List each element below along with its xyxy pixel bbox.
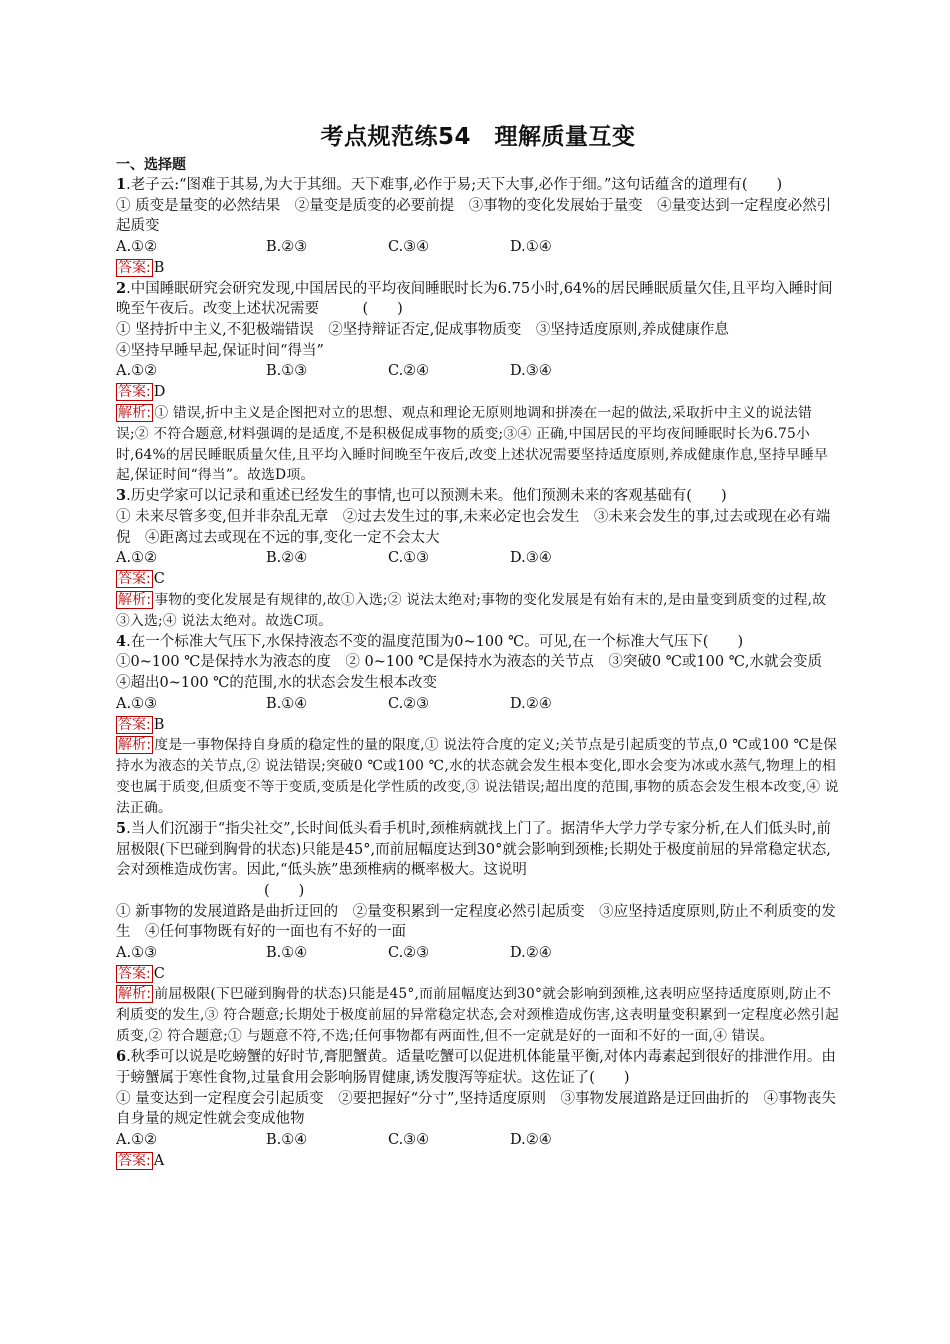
option-d[interactable]: D.①④ xyxy=(510,239,552,256)
question-text: .当人们沉溺于“指尖社交”,长时间低头看手机时,颈椎病就找上门了。据清华大学力学专家分析,在人们低头时,前屈极限(下巴碰到胸骨的状态)只能是45°,而前屈幅度达到30°就会影响到颈椎;长期处于极度前屈的异常稳定状态,会对颈椎造成伤害。因此,“低头族”患颈椎病的概率极大。这说明 xyxy=(116,820,831,879)
question-text: .秋季可以说是吃螃蟹的好时节,膏肥蟹黄。适量吃蟹可以促进机体能量平衡,对体内毒素起到很好的排泄作用。由于螃蟹属于寒性食物,过量食用会影响肠胃健康,诱发腹泻等症状。这佐证了( ) xyxy=(116,1049,836,1086)
analysis-block xyxy=(116,735,840,819)
option-c[interactable]: C.②④ xyxy=(388,363,430,380)
question-3 xyxy=(116,486,840,631)
option-c[interactable]: C.②③ xyxy=(388,945,430,962)
question-4 xyxy=(116,632,840,819)
question-number: 2 xyxy=(116,279,127,297)
answer-tag: 答案: xyxy=(118,259,151,276)
question-stem xyxy=(116,175,840,196)
options-row xyxy=(116,694,840,715)
question-choices: ① 量变达到一定程度会引起质变 ②要把握好“分寸”,坚持适度原则 ③事物发展道路是迂回曲折的 ④事物丧失自身量的规定性就会变成他物 xyxy=(116,1090,837,1128)
analysis-block xyxy=(116,984,840,1047)
question-1 xyxy=(116,175,840,279)
option-d[interactable]: D.②④ xyxy=(510,695,552,712)
answer-blank: ( ) xyxy=(264,882,305,899)
question-text: .中国睡眠研究会研究发现,中国居民的平均夜间睡眠时长为6.75小时,64%的居民睡眠质量欠佳,且平均入睡时间晚至午夜后。改变上述状况需要 ( ) xyxy=(116,280,833,318)
option-d[interactable]: D.②④ xyxy=(510,1131,552,1148)
analysis-tag: 解析: xyxy=(118,737,152,754)
option-b[interactable]: B.①④ xyxy=(266,695,308,712)
question-stem xyxy=(116,1047,840,1088)
option-a[interactable]: A.①② xyxy=(116,363,158,380)
question-text: .历史学家可以记录和重述已经发生的事情,也可以预测未来。他们预测未来的客观基础有( ) xyxy=(126,488,727,505)
answer-tag: 答案: xyxy=(118,384,151,401)
question-choices: ①0~100 ℃是保持水为液态的度 ② 0~100 ℃是保持水为液态的关节点 ③突破0 ℃或100 ℃,水就会变质 ④超出0~100 ℃的范围,水的状态会发生根本改变 xyxy=(116,654,837,692)
question-2 xyxy=(116,279,840,487)
answer-tag: 答案: xyxy=(118,965,151,982)
option-a[interactable]: A.①② xyxy=(116,239,158,256)
question-choices: ① 未来尽管多变,但并非杂乱无章 ②过去发生过的事,未来必定也会发生 ③未来会发生的事,过去或现在必有端倪 ④距离过去或现在不远的事,变化一定不会太大 xyxy=(116,509,831,546)
answer-row xyxy=(116,964,840,985)
answer-tag: 答案: xyxy=(118,1152,151,1169)
analysis-text: 度是一事物保持自身质的稳定性的量的限度,① 说法符合度的定义;关节点是引起质变的节点,0 ℃或100 ℃是保持水为液态的关节点,② 说法错误;突破0 ℃或100 ℃,水的状态就会发生根本变化,即水会变为冰或水蒸气,物理上的相变也属于质变,但质变不等于变质,变质是化学性质的改变,③ 说法错误;超出度的范围,事物的质态会发生根本改变,④ 说法正确。 xyxy=(116,737,839,816)
option-a[interactable]: A.①③ xyxy=(116,945,158,962)
analysis-tag: 解析: xyxy=(118,591,152,608)
answer-row xyxy=(116,1151,840,1172)
question-choices: ④坚持早睡早起,保证时间“得当” xyxy=(116,342,324,359)
question-choices: ① 质变是量变的必然结果 ②量变是质变的必要前提 ③事物的变化发展始于量变 ④量变达到一定程度必然引起质变 xyxy=(116,197,832,235)
option-d[interactable]: D.③④ xyxy=(510,550,552,567)
analysis-block xyxy=(116,403,840,487)
answer-row xyxy=(116,569,840,590)
analysis-text: 事物的变化发展是有规律的,故①入选;② 说法太绝对;事物的变化发展是有始有末的,是由量变到质变的过程,故③入选;④ 说法太绝对。故选C项。 xyxy=(116,591,827,629)
option-c[interactable]: C.③④ xyxy=(388,1131,430,1148)
answer-tag: 答案: xyxy=(118,571,151,588)
answer-value: A xyxy=(153,1152,165,1169)
page-title: 考点规范练54 理解质量互变 xyxy=(320,124,636,150)
question-choices: ① 新事物的发展道路是曲折迂回的 ②量变积累到一定程度必然引起质变 ③应坚持适度原则,防止不利质变的发生 ④任何事物既有好的一面也有不好的一面 xyxy=(116,903,836,941)
option-b[interactable]: B.①④ xyxy=(266,945,308,962)
option-c[interactable]: C.③④ xyxy=(388,239,430,256)
question-text: .在一个标准大气压下,水保持液态不变的温度范围为0~100 ℃。可见,在一个标准大气压下( ) xyxy=(126,633,744,650)
question-number: 5 xyxy=(116,819,127,837)
option-b[interactable]: B.①④ xyxy=(266,1131,308,1148)
options-row xyxy=(116,548,840,569)
option-b[interactable]: B.②④ xyxy=(266,550,308,567)
question-stem xyxy=(116,632,840,653)
option-b[interactable]: B.①③ xyxy=(266,363,308,380)
section-heading: 一、选择题 xyxy=(116,157,186,173)
answer-value: B xyxy=(153,716,165,733)
question-number: 3 xyxy=(116,487,127,505)
option-c[interactable]: C.①③ xyxy=(388,550,430,567)
question-number: 4 xyxy=(116,632,127,650)
option-a[interactable]: A.①③ xyxy=(116,695,158,712)
options-row xyxy=(116,237,840,258)
question-number: 1 xyxy=(116,176,127,193)
question-text: .老子云:“图难于其易,为大于其细。天下难事,必作于易;天下大事,必作于细。”这句话蕴含的道理有( ) xyxy=(126,177,783,193)
answer-tag: 答案: xyxy=(118,716,151,733)
question-stem xyxy=(116,819,840,881)
options-row xyxy=(116,943,840,964)
option-d[interactable]: D.③④ xyxy=(510,363,552,380)
question-stem xyxy=(116,486,840,507)
option-a[interactable]: A.①② xyxy=(116,550,158,567)
question-stem xyxy=(116,279,840,320)
question-6 xyxy=(116,1047,840,1171)
options-row xyxy=(116,361,840,382)
option-d[interactable]: D.②④ xyxy=(510,945,552,962)
analysis-text: ① 错误,折中主义是企图把对立的思想、观点和理论无原则地调和拼凑在一起的做法,采取折中主义的说法错误;② 不符合题意,材料强调的是适度,不是积极促成事物的质变;③④ 正确,中国居民的平均夜间睡眠时长为6.75小时,64%的居民睡眠质量欠佳,且平均入睡时间晚至午夜后,改变上述状况需要坚持适度原则,养成健康作息,坚持早睡早起,保证时间“得当”。故选D项。 xyxy=(116,404,829,484)
answer-value: C xyxy=(153,965,165,982)
answer-value: C xyxy=(153,571,165,588)
option-b[interactable]: B.②③ xyxy=(266,239,308,256)
answer-value: B xyxy=(153,259,165,276)
analysis-text: 前屈极限(下巴碰到胸骨的状态)只能是45°,而前屈幅度达到30°就会影响到颈椎,这表明应坚持适度原则,防止不利质变的发生,③ 符合题意;长期处于极度前屈的异常稳定状态,会对颈椎造成伤害,这表明量变积累到一定程度必然引起质变,② 符合题意;① 与题意不符,不选;任何事物都有两面性,但不一定就是好的一面和不好的一面,④ 错误。 xyxy=(116,986,840,1045)
answer-row xyxy=(116,382,840,403)
question-choices: ① 坚持折中主义,不犯极端错误 ②坚持辩证否定,促成事物质变 ③坚持适度原则,养成健康作息 xyxy=(116,321,729,338)
question-number: 6 xyxy=(116,1048,127,1066)
answer-row xyxy=(116,715,840,736)
option-a[interactable]: A.①② xyxy=(116,1131,158,1148)
analysis-tag: 解析: xyxy=(118,404,152,421)
analysis-block xyxy=(116,590,840,632)
analysis-tag: 解析: xyxy=(118,986,152,1003)
question-5 xyxy=(116,819,840,1047)
answer-row xyxy=(116,258,840,279)
option-c[interactable]: C.②③ xyxy=(388,695,430,712)
answer-value: D xyxy=(153,384,166,401)
options-row xyxy=(116,1130,840,1151)
